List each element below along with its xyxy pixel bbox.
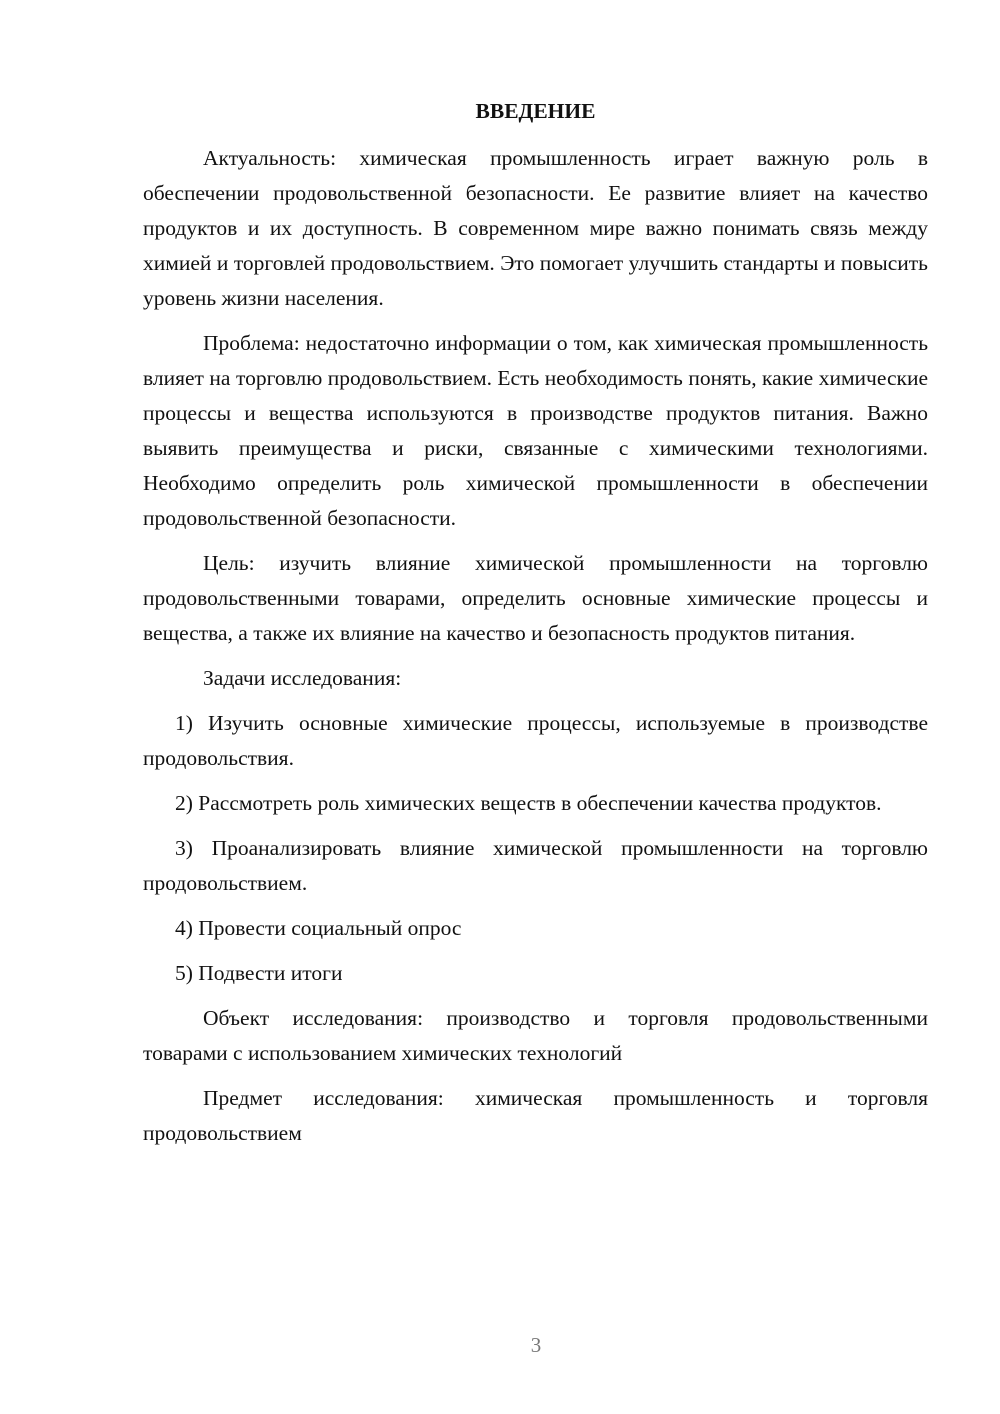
paragraph-goal: Цель: изучить влияние химической промышленности на торговлю продовольственными товарами, определить основные химические процессы и вещества, а также их влияние на качество и безопасность продуктов питания. bbox=[143, 551, 928, 645]
task-item-4: 4) Провести социальный опрос bbox=[175, 916, 462, 940]
page-number: 3 bbox=[530, 1333, 542, 1357]
paragraph-relevance: Актуальность: химическая промышленность играет важную роль в обеспечении продовольственной безопасности. Ее развитие влияет на качество продуктов и их доступность. В современном мире важно понимать связь между химией и торговлей продовольствием. Это помогает улучшить стандарты и повысить уровень жизни населения. bbox=[143, 146, 928, 310]
task-item-3: 3) Проанализировать влияние химической промышленности на торговлю продовольствием. bbox=[143, 836, 928, 895]
paragraph-problem: Проблема: недостаточно информации о том, как химическая промышленность влияет на торговлю продовольствием. Есть необходимость понять, какие химические процессы и вещества используются в производстве продуктов питания. Важно выявить преимущества и риски, связанные с химическими технологиями. Необходимо определить роль химической промышленности в обеспечении продовольственной безопасности. bbox=[143, 331, 928, 530]
task-item-2: 2) Рассмотреть роль химических веществ в обеспечении качества продуктов. bbox=[175, 791, 882, 815]
paragraph-subject: Предмет исследования: химическая промышленность и торговля продовольствием bbox=[143, 1086, 928, 1145]
task-item-5: 5) Подвести итоги bbox=[175, 961, 343, 985]
page-title: ВВЕДЕНИЕ bbox=[475, 99, 596, 123]
page-content bbox=[143, 94, 928, 1161]
tasks-heading: Задачи исследования: bbox=[203, 666, 402, 690]
paragraph-object: Объект исследования: производство и торговля продовольственными товарами с использованием химических технологий bbox=[143, 1006, 928, 1065]
task-item-1: 1) Изучить основные химические процессы, используемые в производстве продовольствия. bbox=[143, 711, 928, 770]
